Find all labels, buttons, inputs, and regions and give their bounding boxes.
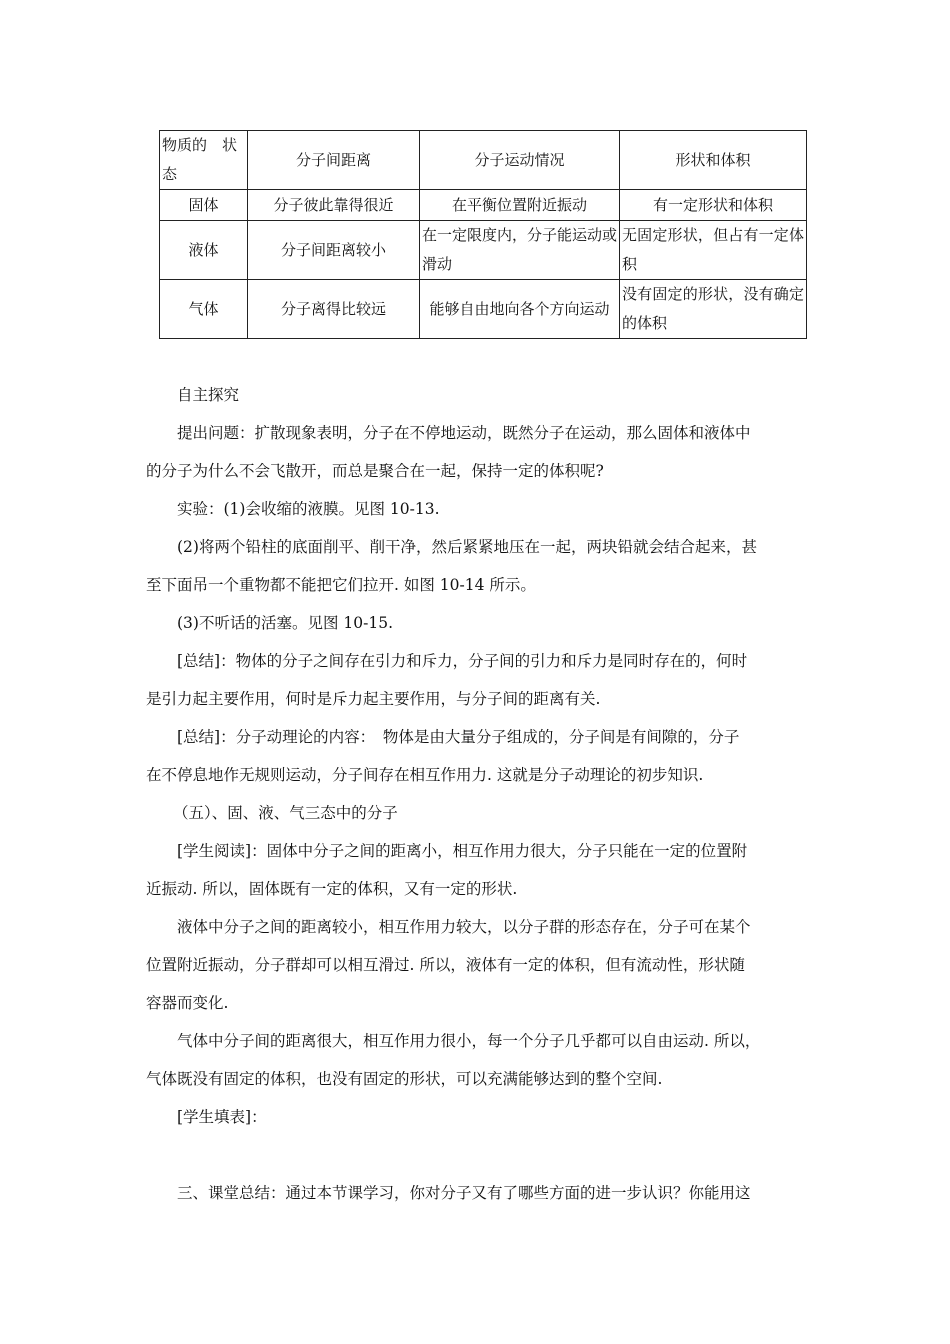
reading-line-1: [学生阅读]：固体中分子之间的距离小，相互作用力很大，分子只能在一定的位置附 (177, 842, 748, 860)
gas-line-2: 气体既没有固定的体积，也没有固定的形状，可以充满能够达到的整个空间. (146, 1070, 663, 1088)
liquid-line-1: 液体中分子之间的距离较小，相互作用力较大，以分子群的形态存在，分子可在某个 (177, 918, 751, 936)
summary-1-line-1: [总结]：物体的分子之间存在引力和斥力，分子间的引力和斥力是同时存在的，何时 (177, 652, 748, 670)
experiment-2-line-2: 至下面吊一个重物都不能把它们拉开. 如图 10-14 所示。 (146, 576, 536, 594)
table-cell: 没有固定的形状，没有确定的体积 (620, 280, 807, 339)
table-row (160, 221, 807, 280)
table-cell: 有一定形状和体积 (620, 190, 807, 221)
question-line-2: 的分子为什么不会飞散开，而总是聚合在一起，保持一定的体积呢? (146, 462, 604, 480)
liquid-line-3: 容器而变化. (146, 994, 229, 1012)
heading-explore: 自主探究 (177, 386, 240, 404)
header-cell: 分子运动情况 (420, 131, 620, 190)
table-cell: 能够自由地向各个方向运动 (420, 280, 620, 339)
table-cell: 分子间距离较小 (248, 221, 420, 280)
section-heading-5: （五）、固、液、气三态中的分子 (173, 804, 398, 822)
header-cell: 物质的 状态 (160, 131, 248, 190)
experiment-2-line-1: (2)将两个铅柱的底面削平、削干净，然后紧紧地压在一起，两块铅就会结合起来，甚 (177, 538, 757, 556)
liquid-line-2: 位置附近振动，分子群却可以相互滑过. 所以，液体有一定的体积，但有流动性，形状随 (146, 956, 745, 974)
summary-2-line-2: 在不停息地作无规则运动，分子间存在相互作用力. 这就是分子动理论的初步知识. (146, 766, 704, 784)
fill-table-label: [学生填表]： (177, 1108, 267, 1126)
class-summary: 三、课堂总结：通过本节课学习，你对分子又有了哪些方面的进一步认识？你能用这 (177, 1184, 751, 1202)
table-cell: 分子离得比较远 (248, 280, 420, 339)
header-cell: 形状和体积 (620, 131, 807, 190)
summary-1-line-2: 是引力起主要作用，何时是斥力起主要作用，与分子间的距离有关. (146, 690, 601, 708)
gas-line-1: 气体中分子间的距离很大，相互作用力很小，每一个分子几乎都可以自由运动. 所以， (177, 1032, 761, 1050)
states-of-matter-table (159, 130, 807, 339)
table-header-row (160, 131, 807, 190)
table-row (160, 190, 807, 221)
table-cell: 气体 (160, 280, 248, 339)
table-cell: 在一定限度内，分子能运动或滑动 (420, 221, 620, 280)
table-cell: 液体 (160, 221, 248, 280)
table-cell: 分子彼此靠得很近 (248, 190, 420, 221)
table-cell: 无固定形状，但占有一定体积 (620, 221, 807, 280)
table-cell: 固体 (160, 190, 248, 221)
table-cell: 在平衡位置附近振动 (420, 190, 620, 221)
summary-2-line-1: [总结]：分子动理论的内容： 物体是由大量分子组成的，分子间是有间隙的，分子 (177, 728, 740, 746)
table-row (160, 280, 807, 339)
question-line-1: 提出问题：扩散现象表明，分子在不停地运动，既然分子在运动，那么固体和液体中 (177, 424, 751, 442)
header-cell: 分子间距离 (248, 131, 420, 190)
experiment-1: 实验：(1)会收缩的液膜。见图 10-13. (177, 500, 440, 518)
experiment-3: (3)不听话的活塞。见图 10-15. (177, 614, 393, 632)
reading-line-2: 近振动. 所以，固体既有一定的体积，又有一定的形状. (146, 880, 518, 898)
